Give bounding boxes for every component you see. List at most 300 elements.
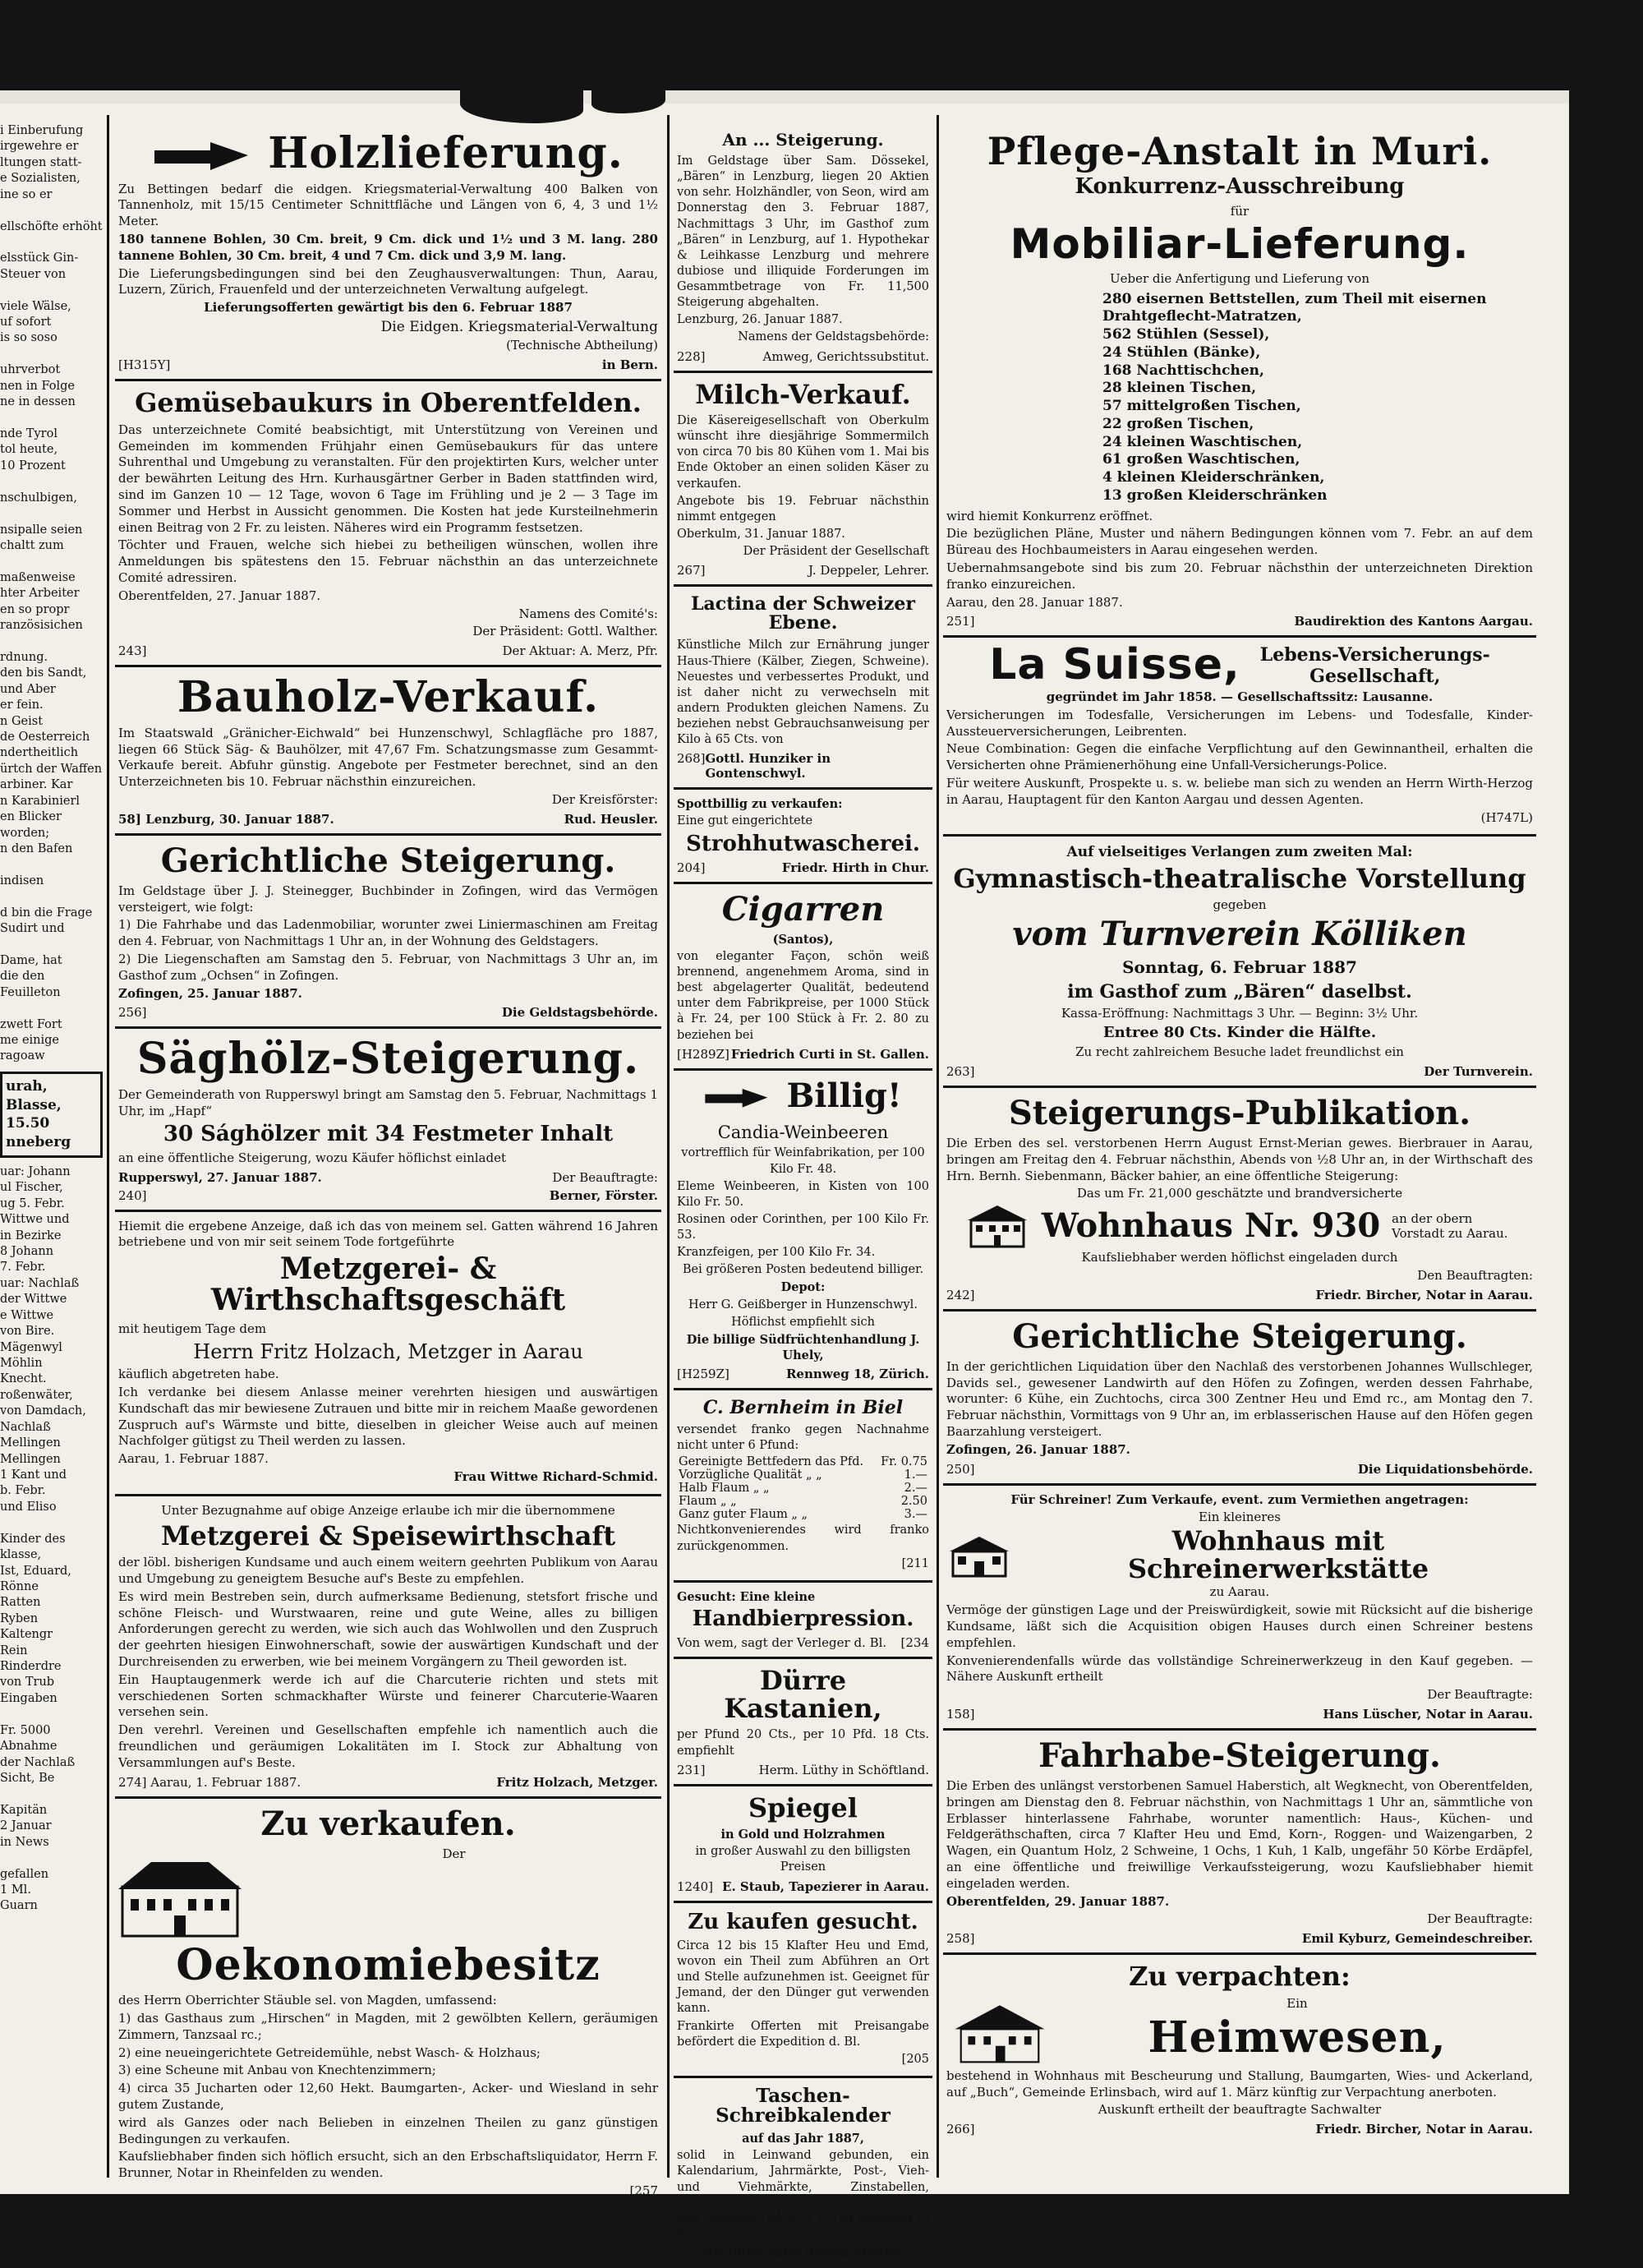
fragment-line [0,506,103,522]
ad-text: Die Käsereigesellschaft von Oberkulm wünscht ihre diesjährige Sommermilch von circa 70 bis 80 Kühen vom 1. Mai bis Ende Oktober an einen soliden Käser zu verkaufen. [677,414,929,491]
fragment-line [0,474,103,490]
ad-text: 1) Die Fahrhabe und das Ladenmobiliar, worunter zwei Liniermaschinen am Freitag den 4. Februar, von Nachmittags 1 Uhr an, in der Wohnung des Geldstagers. [118,917,658,949]
ad-signature: Der Präsident: Gottl. Walther. [472,624,658,639]
ad-text: Zu recht zahlreichem Besuche ladet freundlichst ein [1075,1044,1404,1060]
fragment-line: e Wittwe [0,1308,54,1322]
fragment-line: Nachlaß [0,1420,51,1434]
ad-text: 4) circa 35 Jucharten oder 12,60 Hekt. Baumgarten-, Acker- und Wiesland in sehr gutem Zustande, [118,2081,658,2112]
ad-signature: Der Beauftragte: [552,1169,658,1185]
ad-text: solid in Leinwand gebunden, ein Kalendarium, Jahrmärkte, Post-, Vieh- und Viehmärkte, Zinstabellen, Fahrtenpläne, Verzeichniß der Behörden und Beamten, ist zu 1 Fr. zu beziehen in der [677,2149,929,2241]
ad-signature: Emil Kyburz, Gemeindeschreiber. [1301,1931,1533,1947]
ad-code: 240] [118,1187,147,1203]
ad-signature: Die Liquidationsbehörde. [1357,1461,1533,1477]
fragment-line [0,411,103,426]
ad-title: Lactina der Schweizer Ebene. [691,593,915,634]
ad-text: Auskunft ertheilt der beauftragte Sachwalter [1098,2102,1382,2118]
fragment-line: ürtch der Waffen [0,762,103,776]
price-row: Ganz guter Flaum „ „ 3.— [679,1508,927,1522]
fragment-line [0,938,103,953]
ad-title: Bauholz-Verkauf. [177,672,600,723]
fragment-line: hter Arbeiter [0,587,80,601]
ad-text: Uebernahmsangebote sind bis zum 20. Februar nächsthin der unterzeichneten Direktion franko einzureichen. [946,560,1533,592]
price-row: Gereinigte Bettfedern das Pfd. Fr. 0.75 [679,1455,927,1469]
ad-text: Eine gut eingerichtete [677,814,813,828]
ad-lead: Für Schreiner! Zum Verkaufe, event. zum Vermiethen angetragen: [1010,1491,1469,1507]
fragment-line: urah, [6,1077,48,1095]
ad-date: 58] Lenzburg, 30. Januar 1887. [118,811,334,827]
ad-text: wird als Ganzes oder nach Belieben in einzelnen Theilen zu ganz günstigen Bedingungen zu verkaufen. [118,2114,658,2146]
fragment-line: ndertheitlich [0,746,79,760]
fragment-line [0,347,103,362]
fragment-line: 10 Prozent [0,459,66,472]
ad-title: Zu verkaufen. [260,1804,516,1843]
ad-date: Aarau, 1. Februar 1887. [118,1451,269,1467]
ad-headline: Wohnhaus Nr. 930 [1041,1206,1381,1246]
ad-signature: Herm. Lüthy in Schöftland. [758,1762,929,1777]
ad-oekonomiebesitz [115,1799,661,2208]
ad-zu-kaufen-gesucht [674,1903,932,2078]
list-item: 13 großen Kleiderschränken [1102,486,1328,504]
ad-signature: Die Eidgen. Kriegsmaterial-Verwaltung [380,318,658,335]
ad-text: an eine öffentliche Steigerung, wozu Käufer höflichst einladet [118,1150,507,1165]
ad-signature: Rud. Heusler. [564,811,658,827]
fragment-line: nen in Folge [0,379,75,393]
fragment-line: uhrverbot [0,363,61,377]
ad-fahrhabe-steigerung [943,1731,1536,1955]
ad-lead: Auf vielseitiges Verlangen zum zweiten Mal: [1066,844,1413,861]
pointing-hand-icon [153,139,251,175]
ad-text: Ueber die Anfertigung und Lieferung von [1110,270,1369,286]
ad-text: käuflich abgetreten habe. [118,1367,279,1382]
ad-signature: Amweg, Gerichtssubstitut. [762,348,929,364]
fragment-line [0,1786,103,1802]
ad-text: Es wird mein Bestreben sein, durch aufmerksame Bedienung, stetsfort frische und schöne Fleisch- und Wurstwaaren, reine und gute Weine, alles zu billigen Anforderungen gerecht zu werden, wie sich auch das Wohlwollen und den Zuspruch der geehrten hiesigen Einwohnerschaft, sowie der auswärtigen Kundschaft und der Durchreisenden zu erwerben, wie bei meinem Vorgängern zu Theil geworden ist. [118,1588,658,1669]
fragment-line: von Bire. [0,1325,55,1339]
fragment-line [0,1001,103,1016]
fragment-line: rdnung. [0,650,48,664]
fragment-line: Ist, Eduard, [0,1564,71,1578]
ad-turnverein-vorstellung [943,837,1536,1088]
ad-text: in großer Auswahl zu den billigsten Preisen [695,1845,911,1874]
fragment-text-b [0,1164,103,1915]
ad-text: Konvenierendenfalls würde das vollständige Schreinerwerkzeug in den Kauf gegeben. — Nähere Auskunft ertheilt [946,1653,1533,1685]
ad-text: Künstliche Milch zur Ernährung junger Haus-Thiere (Kälber, Ziegen, Schweine). Neuestes und verbessertes Produkt, und ist daher nicht zu verwechseln mit andern Produkten gleichen Namens. Zu beziehen nebst Gebrauchsanweisung per Kilo à 65 Cts. von [677,638,929,747]
fragment-line: b. Febr. [0,1484,46,1498]
pointing-hand-icon [704,1081,770,1117]
ad-milch-verkauf [674,373,932,588]
ad-signature: Friedr. Bircher, Notar in Aarau. [1315,2122,1533,2137]
fragment-line: e Sozialisten, [0,172,81,186]
fragment-line: tol heute, [0,443,58,457]
ad-title: Gymnastisch-theatralische Vorstellung [953,862,1526,894]
fragment-line: 8 Johann [0,1245,54,1259]
ad-code: 231] [677,1762,706,1777]
fragment-boxed-ad [0,1072,103,1158]
fragment-line: Rein [0,1643,28,1657]
ad-saegholz-steigerung [115,1029,661,1211]
ad-date: Sonntag, 6. Februar 1887 [1122,957,1357,978]
house-icon [964,1204,1030,1248]
column-3 [943,123,1536,2169]
ad-text: Die bezüglichen Pläne, Muster und nähern Bedingungen können vom 7. Febr. an auf dem Büreau des Hochbaumeisters in Aarau eingesehen werden. [946,526,1533,558]
fragment-line: in News [0,1835,49,1849]
ad-signature: Der Beauftragte: [1427,1911,1533,1927]
ad-text: Der Gemeinderath von Rupperswyl bringt am Samstag den 5. Februar, Nachmittags 1 Uhr, im „Hapf“ [118,1086,658,1118]
fragment-line: Kapitän [0,1803,48,1817]
fragment-line: Knecht. [0,1372,47,1386]
fragment-line: worden; [0,826,50,840]
fragment-line: Wittwe und [0,1213,70,1227]
ad-subtitle: (Santos), [772,932,834,947]
fragment-line: in Bezirke [0,1228,62,1242]
ad-title: Gemüsebaukurs in Oberentfelden. [135,387,642,419]
column-2 [674,123,932,2260]
list-item: 280 eisernen Bettstellen, zum Theil mit eisernen [1102,290,1487,307]
fragment-line: 7. Febr. [0,1261,46,1275]
fragment-line [0,235,103,251]
fragment-line: en Blicker [0,810,62,824]
fragment-line: nsipalle seien [0,523,83,537]
ad-date: Oberentfelden, 27. Januar 1887. [118,588,321,603]
ad-date: 274] Aarau, 1. Februar 1887. [118,1774,301,1790]
fragment-line: Ryben [0,1611,39,1625]
ad-title: La Suisse, [989,640,1240,690]
ad-signature: Namens des Comité's: [518,606,658,621]
fragment-line: Sudirt und [0,922,65,936]
fragment-line: er fein. [0,698,44,712]
list-item: 4 kleinen Kleiderschränken, [1102,469,1325,486]
left-column-fragment [0,123,103,2169]
ad-title: Dürre Kastanien, [724,1665,882,1724]
ad-text: Kaufsliebhaber werden höflichst eingeladen durch [1081,1250,1398,1265]
ad-strohhutwascherei [674,790,932,884]
ad-code: 242] [946,1287,975,1302]
fragment-line: 15.50 [6,1115,50,1132]
ad-text: Bei größeren Posten bedeutend billiger. [682,1263,924,1277]
ad-text: Für weitere Auskunft, Prospekte u. s. w. beliebe man sich zu wenden an Herrn Wirth-Herzog in Aarau, Hauptagent für den Kanton Aargau und dessen Agenten. [946,776,1533,807]
ad-title: Milch-Verkauf. [695,378,911,410]
ad-signature: Den Beauftragten: [1417,1268,1533,1284]
ad-schreinerwerkstaette [943,1486,1536,1731]
ad-text: Entree 80 Cts. Kinder die Hälfte. [1102,1024,1377,1042]
ad-text: Kaufsliebhaber finden sich höflich ersucht, sich an den Erbschaftsliquidator, Herrn F. Brunner, Notar in Rheinfelden zu wenden. [118,2149,658,2181]
fragment-line: is so soso [0,331,58,345]
fragment-line: Mellingen [0,1436,61,1450]
ad-code: (H747L) [1480,809,1533,825]
fragment-line: indisen [0,874,44,887]
ad-signature: Baudirektion des Kantons Aargau. [1294,614,1533,629]
fragment-line: Rönne [0,1579,39,1593]
ad-subtitle: Konkurrenz-Ausschreibung [1075,174,1405,200]
fragment-line: Steuer von [0,267,67,281]
ad-text: Kranzfeigen, per 100 Kilo Fr. 34. [677,1246,876,1260]
fragment-line: klasse, [0,1548,42,1562]
fragment-line: Sicht, Be [0,1771,55,1785]
price-row: Flaum „ „ 2.50 [679,1495,927,1509]
ad-signature: J. Deppeler, Lehrer. [808,563,929,579]
ad-text: 3) eine Scheune mit Anbau von Knechtenzimmern; [118,2063,436,2078]
ad-code: 266] [946,2122,975,2137]
ad-subtitle: Lebens-Versicherungs- [1259,643,1490,666]
fragment-line: Kinder des [0,1532,66,1546]
fragment-line: Guarn [0,1899,38,1913]
ad-date: Oberentfelden, 29. Januar 1887. [946,1893,1170,1909]
ad-text: Höflichst empfiehlt sich [731,1315,875,1329]
ad-code: 256] [118,1005,147,1021]
ad-text: des Herrn Oberrichter Stäuble sel. von Magden, umfassend: [118,1993,497,2008]
ad-signature: Berner, Förster. [549,1187,658,1203]
ad-text: Das um Fr. 21,000 geschätzte und brandversicherte [1076,1186,1403,1201]
ad-title: Gerichtliche Steigerung. [1012,1316,1467,1356]
fragment-line: Blasse, [6,1096,62,1113]
ad-text: 2) Die Liegenschaften am Samstag den 5. Februar, von Nachmittags 3 Uhr an, im Gasthof zum „Ochsen“ in Zofingen. [118,951,658,983]
fragment-line: ine so er [0,187,53,201]
fragment-line: ug 5. Febr. [0,1196,65,1210]
ad-code: 204] [677,860,706,875]
ad-date: Zofingen, 26. Januar 1887. [946,1441,1130,1457]
ad-code: 251] [946,614,975,629]
list-item: 562 Stühlen (Sessel), [1102,326,1270,343]
fragment-line: ragoaw [0,1049,45,1063]
fragment-line: uf sofort [0,316,52,330]
fragment-line [0,1707,103,1722]
fragment-line: elsstück Gin- [0,251,79,265]
fragment-line: Fr. 5000 [0,1723,51,1737]
fragment-line: roßenwäter, [0,1388,73,1402]
ad-title: Zu kaufen gesucht. [688,1909,918,1934]
ad-text: Neue Combination: Gegen die einfache Verpflichtung auf den Gewinnantheil, erhalten die Versicherten ohne Prämienerhöhung eine Unfall-Versicherungs-Police. [946,741,1533,773]
ad-code: 1240] [677,1878,714,1894]
fragment-line: zwett Fort [0,1017,62,1031]
ad-text: Im Staatswald „Gränicher-Eichwald“ bei Hunzenschwyl, Schlagfläche pro 1887, liegen 66 Stück Säg- & Bauhölzer, mit 47,67 Fm. Schatzungsmasse zum Gesammt-Verkaufe bereit. Abfuhr günstig. Angebote per Festmeter berechnet, sind an den Unterzeichneten bis 10. Februar nächsthin einzureichen. [118,725,658,790]
fragment-line: den bis Sandt, [0,666,87,680]
ad-spiegel [674,1786,932,1903]
fragment-line: Dame, hat [0,953,62,967]
ad-title: Steigerungs-Publikation. [1008,1094,1471,1133]
ad-text: 180 tannene Bohlen, 30 Cm. breit, 9 Cm. dick und 1½ und 3 M. lang. 280 tannene Bohlen, 30 Cm. breit, 4 und 7 Cm. dick und 3,9 M. lang. [118,231,658,263]
fragment-line: ne in dessen [0,395,76,409]
ad-text: Kassa-Eröffnung: Nachmittags 3 Uhr. — Beginn: 3½ Uhr. [1061,1005,1419,1021]
ad-text: 1) das Gasthaus zum „Hirschen“ in Magden, mit 2 gewölbten Kellern, geräumigen Zimmern, Tanzsaal rc.; [118,2010,658,2042]
fragment-line: ltungen statt- [0,155,82,169]
ad-title: Billig! [677,1079,929,1117]
ad-signature: Friedrich Curti in St. Gallen. [730,1046,929,1062]
ad-date: Lenzburg, 26. Januar 1887. [677,313,843,327]
ad-lead: Gesucht: Eine kleine [677,1589,816,1604]
ad-code: 268] [677,751,706,767]
fragment-line: chaltt zum [0,538,64,552]
ad-text: versendet franko gegen Nachnahme nicht unter 6 Pfund: [677,1423,929,1453]
ad-text: 2) eine neueingerichtete Getreidemühle, nebst Wasch- & Holzhaus; [118,2044,541,2060]
ad-code: 158] [946,1706,975,1722]
ad-text: vortrefflich für Weinfabrikation, per 100 Kilo Fr. 48. [681,1146,925,1176]
ad-date: Zofingen, 25. Januar 1887. [118,985,302,1001]
fragment-line: die den [0,970,45,984]
ad-title: Wohnhaus mit Schreinerwerkstätte [1127,1525,1429,1584]
fragment-line: n Geist [0,714,44,728]
ad-text: Vermöge der günstigen Lage und der Preiswürdigkeit, sowie mit Rücksicht auf die bisherige Kundsame, läßt sich die Acquisition obigen Hauses durch einen Schreiner bestens empfehlen. [946,1602,1533,1650]
ad-bernheim-bettfedern [674,1390,932,1583]
fragment-line: der Wittwe [0,1293,67,1307]
ad-headline: Mobiliar-Lieferung. [1010,220,1470,269]
fragment-line: Rinderdre [0,1660,62,1674]
fragment-line [0,1515,103,1531]
fragment-line: maßenweise [0,570,76,584]
fragment-line: n Karabinierl [0,794,81,808]
ad-text: Töchter und Frauen, welche sich hiebei zu betheiligen wünschen, wollen ihre Anmeldungen bis spätestens den 15. Februar nächsthin an das unterzeichnete Comité adressiren. [118,537,658,585]
ad-title: Metzgerei- & Wirthschaftsgeschäft [210,1252,566,1317]
ad-signature: Die Geldstagsbehörde. [501,1005,658,1021]
fragment-line: irgewehre er [0,140,79,154]
fragment-line: uar: Johann [0,1164,71,1178]
fragment-line: arbiner. Kar [0,778,73,792]
ad-signature: (Technische Abtheilung) [506,338,658,353]
ad-text: Ich verdanke bei diesem Anlasse meiner verehrten hiesigen und auswärtigen Kundschaft das mir bewiesene Zutrauen und bitte mir in reichem Maaße gewordenen Zuspruch auf's Wärmste und bitte, dieselben in gleicher Weise auch auf meinen Nachfolger gütigst zu Theil werden zu lassen. [118,1385,658,1449]
ad-lactina [674,587,932,790]
ad-billig [674,1071,932,1390]
ad-la-suisse [943,638,1536,837]
ad-place: zu Aarau. [1209,1584,1270,1600]
ad-text: Herr G. Geißberger in Hunzenschwyl. [688,1298,918,1311]
ad-headline: vom Turnverein Kölliken [1012,915,1467,954]
ad-code: 250] [946,1461,975,1477]
ad-cigarren [674,884,932,1071]
fragment-line: und Eliso [0,1500,57,1514]
ad-text: In der gerichtlichen Liquidation über den Nachlaß des verstorbenen Johannes Wullschleger, Davids sel., gewesener Landwirth auf den Höfen zu Zofingen, werden dessen Fahrhabe, worunter: 6 Kühe, ein Zuchtochs, circa 300 Zentner Heu und Emd rc., am Montag den 7. Februar nächsthin, Vormittags von 9 Uhr an, im erblasserischen Hause auf den Höfen gegen Baarzahlung versteigert. [946,1358,1533,1439]
ad-subtitle: in Gold und Holzrahmen [720,1828,886,1842]
fragment-line: nschulbigen, [0,491,77,505]
ad-text: Die Erben des sel. verstorbenen Herrn August Ernst-Merian gewes. Bierbrauer in Aarau, bringen am Freitag den 4. Februar nächsthin, Abends von ½8 Uhr an, in der Wirthschaft des Hrn. Bernh. Siebenmann, Bäcker bahier, an eine öffentliche Steigerung: [946,1136,1533,1183]
ad-signature: Frau Wittwe Richard-Schmid. [453,1469,658,1485]
fragment-line: gefallen [0,1867,49,1881]
ad-code: 263] [946,1064,975,1080]
ad-text: der löbl. bisherigen Kundsame und auch einem weitern geehrten Publikum von Aarau und Umgebung zu geneigtem Besuche auf's Beste zu empfehlen. [118,1555,658,1587]
ad-kastanien [674,1659,932,1786]
ad-text: Das unterzeichnete Comité beabsichtigt, mit Unterstützung von Vereinen und Gemeinden im kommenden Frühjahr einen Gemüsebaukurs für das untere Suhrenthal und Umgebung zu veranstalten. Für den projektirten Kurs, welcher unter der bewährten Leitung des Hrn. Kurhausgärtner Gerber in Baden stattfinden wird, sind im Ganzen 10 — 12 Tage, wovon 6 Tage im Frühling und je 2 — 3 Tage im Sommer und Herbst in Aussicht genommen. Die Kosten hat jede Kursteilnehmerin einen Beitrag von 2 Fr. zu leisten. Näheres wird ein Programm festsetzen. [118,422,658,535]
fragment-line: Kaltengr [0,1628,53,1642]
fragment-line [0,857,103,873]
fragment-line [0,283,103,298]
ad-code: [234 [900,1635,929,1651]
ad-text: Frankirte Offerten mit Preisangabe befördert die Expedition d. Bl. [677,2019,929,2049]
ad-text: mit heutigem Tage dem [118,1321,267,1336]
fragment-line: von Damdach, [0,1404,86,1418]
ad-code: 267] [677,563,706,579]
list-item: Drahtgeflecht-Matratzen, [1102,308,1302,325]
ad-date: Oberkulm, 31. Januar 1887. [677,527,845,541]
list-item: 57 mittelgroßen Tischen, [1102,398,1301,415]
ad-gerichtliche-steigerung [115,836,661,1030]
ad-metzgerei-uebergabe [115,1212,661,1496]
ad-text: gegründet im Jahr 1858. — Gesellschaftssitz: Lausanne. [1046,689,1434,705]
ad-subtitle: Candia-Weinbeeren [717,1122,889,1142]
ad-text: Ein Hauptaugenmerk werde ich auf die Charcuterie richten und stets mit verschiedenen Sorten schmackhafter Würste und feinerer Charcuterie-Waaren versehen sein. [118,1671,658,1720]
fragment-line: Ratten [0,1596,41,1610]
ad-text: wird hiemit Konkurrenz eröffnet. [946,508,1153,523]
ad-signature: Der Turnverein. [1424,1064,1533,1080]
workshop-house-icon [946,1533,1012,1578]
ad-title: Holzlieferung. [118,131,658,177]
ad-text: Der [442,1846,466,1861]
list-item: 22 großen Tischen, [1102,415,1254,432]
ad-holzlieferung [115,123,661,381]
ad-signature: Hans Lüscher, Notar in Aarau. [1323,1706,1533,1722]
fragment-line: me einige [0,1034,59,1048]
fragment-line: ul Fischer, [0,1181,63,1195]
ad-text: Die Lieferungsbedingungen sind bei den Zeughausverwaltungen: Thun, Aarau, Luzern, Zürich, Frauenfeld und der unterzeichneten Verwaltung aufgelegt. [118,265,658,297]
fragment-line: der Nachlaß [0,1755,76,1769]
ad-gerichtliche-steigerung-2 [943,1311,1536,1486]
ad-name: Herrn Fritz Holzach, Metzger in Aarau [193,1339,583,1363]
fragment-line [0,554,103,569]
ad-text: von eleganter Façon, schön weiß brennend, angenehmem Aroma, sind in best abgelagerter Qualität, bedeutend unter dem Fabrikpreise, per 1000 Stück à Fr. 24, per 100 Stück à Fr. 2. 80 zu beziehen bei [677,949,929,1042]
fragment-line: n den Bafen [0,841,73,855]
ad-signature: Der Kreisförster: [551,791,658,807]
ad-signature: Friedr. Bircher, Notar in Aarau. [1315,1287,1533,1302]
ad-code: [205 [901,2052,929,2066]
ad-pflege-anstalt-muri [943,123,1536,638]
ad-subtitle: Gesellschaft, [1309,665,1441,687]
fragment-line: von Trub [0,1676,55,1689]
fragment-line: ranzösisichen [0,619,83,633]
ad-title: Gerichtliche Steigerung. [160,841,616,880]
newspaper-page [0,90,1569,2260]
estate-building-icon [118,1850,242,1940]
price-table [677,1455,929,1521]
ad-text: Unter Bezugnahme auf obige Anzeige erlaube ich mir die übernommene [161,1502,615,1518]
ad-signature: in Bern. [601,357,658,373]
ad-signature: Namens der Geldstagsbehörde: [738,330,929,344]
fragment-line [0,634,103,650]
column-1 [115,123,661,2198]
price-row: Vorzügliche Qualität „ „ 1.— [679,1468,927,1482]
fragment-line [0,203,103,219]
fragment-line: Abnahme [0,1740,58,1754]
ad-title: Spiegel [748,1791,858,1823]
fragment-line: und Aber [0,682,56,696]
ad-code: [H315Y] [118,357,171,373]
ad-title: Zu verpachten: [1129,1961,1351,1993]
ad-text: per Pfund 20 Cts., per 10 Pfd. 18 Cts. empfiehlt [677,1728,929,1758]
ad-signature: Der Beauftragte: [1427,1687,1533,1703]
ad-signature: Rennweg 18, Zürich. [785,1367,929,1382]
ad-headline: Heimwesen, [1148,2012,1447,2063]
ad-title: An ... Steigerung. [722,130,884,150]
ad-title: Oekonomiebesitz [176,1939,601,1990]
ad-title: Pflege-Anstalt in Muri. [987,129,1493,173]
ad-text: Ein kleineres [1198,1510,1282,1525]
column-rule [107,115,109,2178]
ad-text: an der obern Vorstadt zu Aarau. [1392,1211,1508,1242]
ad-code: [257 [629,2183,658,2198]
fragment-line: 2 Januar [0,1819,52,1833]
ad-title: Handbierpression. [692,1606,914,1631]
ad-handbierpression [674,1583,932,1659]
ad-code: 243] [118,643,147,659]
ad-lead: Spottbillig zu verkaufen: [677,797,843,812]
ad-place: im Gasthof zum „Bären“ daselbst. [1067,980,1412,1003]
ad-signature: Buchdruckerei dieses Blattes. [702,2245,904,2260]
ad-signature: Fritz Holzach, Metzger. [496,1774,658,1790]
ad-title: Taschen-Schreibkalender [716,2084,891,2127]
ad-bauholz-verkauf [115,667,661,836]
ad-text: Ein [1286,1995,1308,2011]
list-item: 24 kleinen Waschtischen, [1102,433,1303,450]
fragment-text-a [0,123,103,1065]
ad-text: Hiemit die ergebene Anzeige, daß ich das von meinem sel. Gatten während 16 Jahren betriebene und von mir seit seinem Tode fortgeführte [118,1218,658,1250]
fragment-line: Mellingen [0,1452,61,1466]
farmhouse-icon [946,1999,1053,2065]
